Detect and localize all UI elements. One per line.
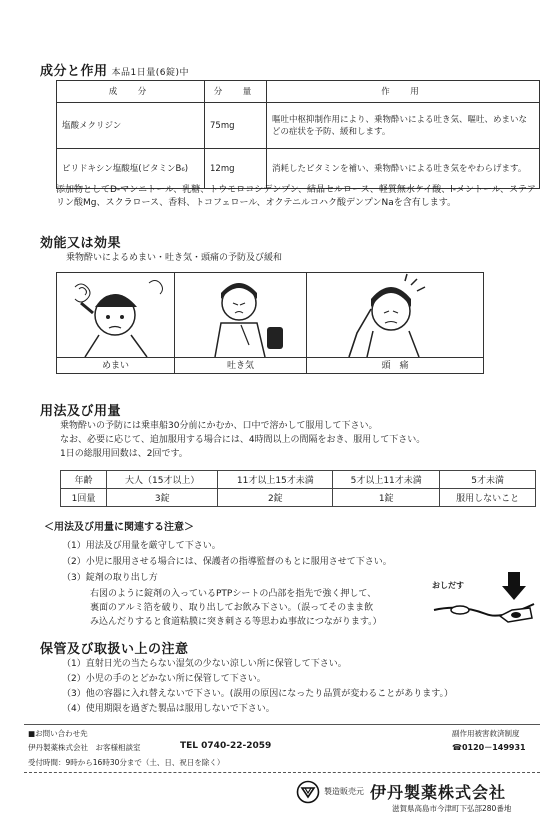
note-detail: み込んだりすると食道粘膜に突き刺さる等思わぬ事故につながります。） — [90, 617, 382, 627]
ingredient-name: 塩酸メクリジン — [57, 103, 205, 149]
headache-illustration — [307, 273, 483, 357]
company-logo-icon — [296, 780, 320, 804]
footer-divider — [24, 724, 540, 725]
note-item: （1）用法及び用量を厳守して下さい。 — [62, 541, 221, 551]
note-detail: 右図のように錠剤の入っているPTPシートの凸部を指先で強く押して、 — [90, 589, 377, 599]
header-action: 作 用 — [267, 81, 540, 103]
panel-caption: めまい — [57, 357, 174, 373]
dose-value: 服用しないこと — [440, 489, 536, 507]
usage-title: 用法及び用量 — [40, 404, 122, 419]
dose-value: 1錠 — [333, 489, 440, 507]
additives-text: 添加物としてD-マンニトール、乳糖、トウモロコシデンプン、結晶セルロース、軽質無水ケイ酸、l-メントール、ステアリン酸Mg、スクラロース、香料、トコフェロール、オクテニルコハク酸デンプンNaを含有します。 — [56, 185, 536, 208]
dose-value: 3錠 — [107, 489, 218, 507]
usage-line: なお、必要に応じて、追加服用する場合には、4時間以上の間隔をおき、服用して下さい。 — [60, 435, 426, 445]
age-group: 5才未満 — [440, 471, 536, 489]
dosage-row — [61, 489, 536, 507]
maker-label: 製造販売元 — [324, 787, 364, 796]
tel-number: TEL 0740-22-2059 — [180, 741, 272, 751]
inquiry-label: ■お問い合わせ先 — [28, 729, 88, 738]
dizziness-illustration — [57, 273, 175, 357]
note-item: （3）錠剤の取り出し方 — [62, 573, 158, 583]
header-amount: 分 量 — [205, 81, 267, 103]
dosage-table — [60, 470, 536, 507]
composition-title: 成分と作用 本品1日量(6錠)中 — [40, 64, 189, 79]
storage-item: （2）小児の手のとどかない所に保管して下さい。 — [62, 674, 266, 684]
storage-item: （1）直射日光の当たらない湿気の少ない涼しい所に保管して下さい。 — [62, 659, 347, 669]
note-item: （2）小児に服用させる場合には、保護者の指導監督のもとに服用させて下さい。 — [62, 557, 392, 567]
dose-label: 1回量 — [61, 489, 107, 507]
age-group: 5才以上11才未満 — [333, 471, 440, 489]
usage-line: 1日の総服用回数は、2回です。 — [60, 449, 188, 459]
age-group: 大人（15才以上） — [107, 471, 218, 489]
efficacy-title: 効能又は効果 — [40, 236, 122, 251]
relief-title: 副作用被害救済制度 — [452, 729, 520, 738]
panel-dizziness — [57, 273, 175, 373]
ingredient-name: ピリドキシン塩酸塩(ビタミンB₆) — [57, 149, 205, 189]
usage-line: 乗物酔いの予防には乗車船30分前にかむか、口中で溶かして服用して下さい。 — [60, 421, 378, 431]
panel-caption: 吐き気 — [175, 357, 306, 373]
maker-address: 滋賀県高島市今津町下弘部280番地 — [392, 804, 512, 813]
storage-item: （3）他の容器に入れ替えないで下さい。(誤用の原因になったり品質が変わることがあります。） — [62, 689, 454, 699]
nausea-illustration — [175, 273, 307, 357]
panel-caption: 頭 痛 — [307, 357, 483, 373]
company-line: 伊丹製薬株式会社 お客様相談室 — [28, 743, 141, 752]
relief-tel: ☎0120－149931 — [452, 743, 526, 752]
panel-headache — [307, 273, 483, 373]
reception-hours: 受付時間：9時から16時30分まで（土、日、祝日を除く） — [28, 758, 225, 767]
header-ingredient: 成 分 — [57, 81, 205, 103]
age-group: 11才以上15才未満 — [218, 471, 333, 489]
dose-value: 2錠 — [218, 489, 333, 507]
efficacy-text: 乗物酔いによるめまい・吐き気・頭痛の予防及び緩和 — [66, 253, 283, 263]
symptom-panels — [56, 272, 484, 374]
dosage-header-row — [61, 471, 536, 489]
panel-nausea — [175, 273, 307, 373]
note-detail: 裏面のアルミ箔を破り、取り出してお飲み下さい。（誤ってそのまま飲 — [90, 603, 374, 613]
push-arrow-icon — [430, 570, 540, 624]
notes-title: ＜用法及び用量に関連する注意＞ — [44, 522, 194, 533]
push-label: おしだす — [432, 581, 464, 590]
storage-item: （4）使用期限を過ぎた製品は服用しないで下さい。 — [62, 704, 275, 714]
maker-name: 伊丹製薬株式会社 — [370, 783, 507, 802]
storage-title: 保管及び取扱い上の注意 — [40, 642, 189, 657]
ingredient-amount: 75mg — [205, 103, 267, 149]
ptp-figure — [430, 570, 540, 624]
composition-header-row — [57, 81, 540, 103]
ingredient-action: 消耗したビタミンを補い、乗物酔いによる吐き気をやわらげます。 — [267, 149, 540, 189]
age-label: 年齢 — [61, 471, 107, 489]
footer-dash-divider — [24, 772, 540, 773]
composition-row — [57, 103, 540, 149]
composition-table — [56, 80, 540, 189]
composition-row — [57, 149, 540, 189]
composition-subtitle: 本品1日量(6錠)中 — [111, 68, 189, 78]
ingredient-action: 嘔吐中枢抑制作用により、乗物酔いによる吐き気、嘔吐、めまいなどの症状を予防、緩和します。 — [267, 103, 540, 149]
ingredient-amount: 12mg — [205, 149, 267, 189]
